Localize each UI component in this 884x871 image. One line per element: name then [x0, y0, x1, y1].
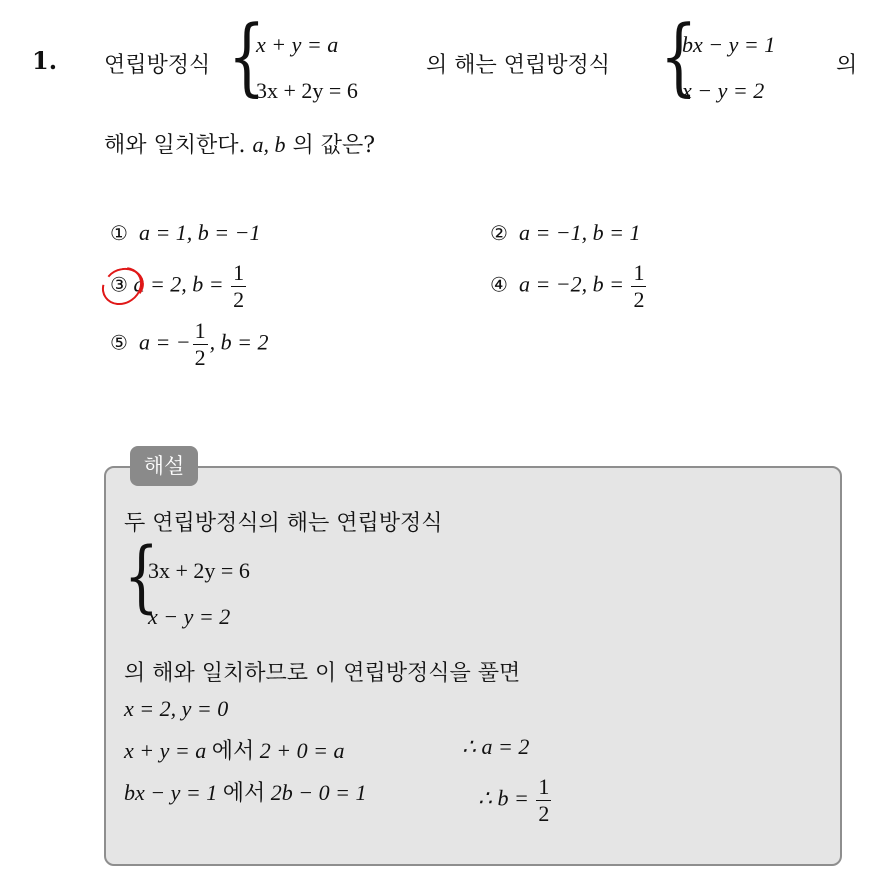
fraction: $\frac{1}{2}$	[233, 260, 245, 312]
question-vars: a, b	[252, 132, 286, 157]
choice-4[interactable]: ④ a = −2, b = $\frac{1}{2}$	[490, 260, 645, 312]
solution-line4: x + y = a 에서 2 + 0 = a	[124, 738, 345, 763]
solution-line5-result: ∴ b = $\frac{1}{2}$	[478, 774, 550, 826]
question-number: 1.	[32, 46, 58, 75]
solution-system-eq2: x − y = 2	[148, 604, 231, 629]
choice-5[interactable]: ⑤ a = − $\frac{1}{2}$ , b = 2	[110, 318, 269, 370]
brace-left-system1: {	[228, 7, 266, 105]
system2-eq1: bx − y = 1	[682, 32, 776, 57]
fraction: $\frac{1}{2}$	[633, 260, 645, 312]
system2-eq2: x − y = 2	[682, 78, 765, 103]
question-intro: 연립방정식	[104, 53, 211, 78]
solution-line5: bx − y = 1 에서 2b − 0 = 1	[124, 780, 367, 805]
brace-left-system2: {	[660, 7, 698, 105]
solution-line4-result: ∴ a = 2	[462, 734, 530, 759]
choice-3[interactable]: ③ a = 2, b = $\frac{1}{2}$	[110, 260, 245, 312]
solution-line2: 의 해와 일치하므로 이 연립방정식을 풀면	[124, 661, 521, 686]
solution-line1: 두 연립방정식의 해는 연립방정식	[124, 511, 443, 536]
solution-label: 해설	[130, 446, 198, 486]
choice-1[interactable]: ① a = 1, b = −1	[110, 220, 261, 245]
fraction: $\frac{1}{2}$	[538, 774, 550, 826]
system1-eq1: x + y = a	[256, 32, 339, 57]
question-tail: 의	[836, 53, 858, 78]
system1-eq2: 3x + 2y = 6	[256, 78, 358, 103]
fraction: $\frac{1}{2}$	[194, 318, 206, 370]
choice-2[interactable]: ② a = −1, b = 1	[490, 220, 641, 245]
solution-system-eq1: 3x + 2y = 6	[148, 558, 250, 583]
brace-left-solution-system: {	[124, 532, 159, 622]
question-middle: 의 해는 연립방정식	[426, 53, 611, 78]
solution-line3: x = 2, y = 0	[124, 696, 229, 721]
question-line2: 해와 일치한다. a, b 의 값은?	[104, 132, 376, 158]
